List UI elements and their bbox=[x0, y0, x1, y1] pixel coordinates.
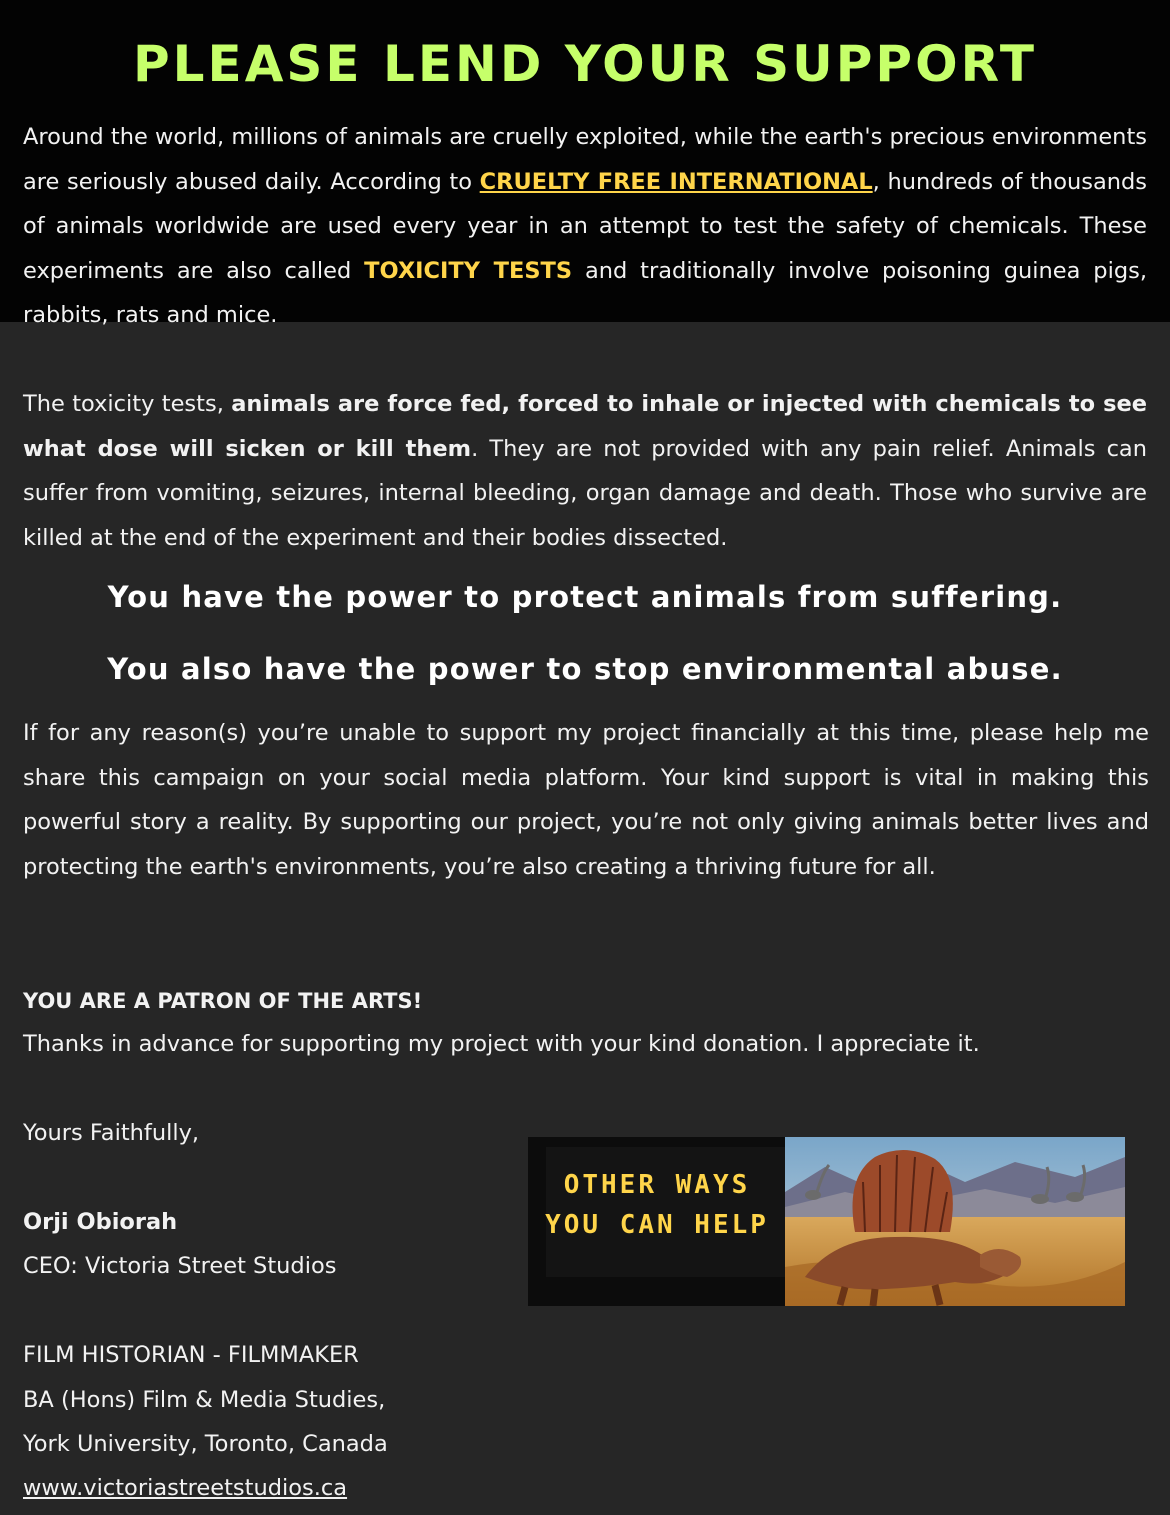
toxicity-tests-highlight: TOXICITY TESTS bbox=[364, 257, 573, 284]
intro-text-3: and traditionally involve poisoning guinea pigs, rabbits, rats and mice. bbox=[23, 257, 1147, 328]
toxicity-paragraph bbox=[23, 382, 1147, 560]
signer-profession: FILM HISTORIAN - FILMMAKER bbox=[23, 1342, 359, 1368]
page-title: PLEASE LEND YOUR SUPPORT bbox=[133, 35, 1037, 93]
slogan-protect-animals: You have the power to protect animals from suffering. bbox=[107, 580, 1063, 614]
slogan-stop-abuse: You also have the power to stop environmental abuse. bbox=[107, 652, 1063, 686]
signer-role: CEO: Victoria Street Studios bbox=[23, 1253, 337, 1279]
banner-line-2: YOU CAN HELP bbox=[545, 1210, 769, 1240]
appeal-paragraph: If for any reason(s) you’re unable to support my project financially at this time, please help me share this campaign on your social media platform. Your kind support is vital in making this powerful story a reality. By supporting our project, you’re not only giving animals better lives and protecting the earth's environments, you’re also creating a thriving future for all. bbox=[23, 720, 1149, 880]
signer-school: York University, Toronto, Canada bbox=[23, 1431, 388, 1457]
signer-website-line bbox=[23, 1472, 347, 1504]
signer-degree: BA (Hons) Film & Media Studies, bbox=[23, 1387, 386, 1413]
dinosaur-illustration bbox=[785, 1137, 1125, 1306]
banner-line-1: OTHER WAYS bbox=[563, 1170, 751, 1200]
thanks-text: Thanks in advance for supporting my project with your kind donation. I appreciate it. bbox=[23, 1031, 980, 1057]
intro-text-2: , hundreds of thousands of animals worldwide are used every year in an attempt to test the safety of chemicals. These experiments are also called bbox=[23, 168, 1147, 284]
cruelty-free-international-link[interactable]: CRUELTY FREE INTERNATIONAL bbox=[479, 168, 873, 195]
other-ways-banner[interactable] bbox=[528, 1137, 1125, 1306]
website-link[interactable]: www.victoriastreetstudios.ca bbox=[23, 1475, 348, 1501]
toxicity-bold-statement: animals are force fed, forced to inhale or injected with chemicals to see what dose will sicken or kill them bbox=[23, 391, 1147, 462]
patron-heading: YOU ARE A PATRON OF THE ARTS! bbox=[23, 989, 423, 1013]
closing: Yours Faithfully, bbox=[23, 1120, 200, 1146]
signer-name: Orji Obiorah bbox=[23, 1209, 178, 1235]
intro-paragraph bbox=[23, 115, 1147, 338]
toxicity-lead: The toxicity tests, bbox=[23, 391, 232, 417]
toxicity-rest: . They are not provided with any pain relief. Animals can suffer from vomiting, seizures, internal bleeding, organ damage and death. Those who survive are killed at the end of the experiment and their bodies dissected. bbox=[23, 435, 1147, 551]
intro-text-1: Around the world, millions of animals are cruelly exploited, while the earth's precious environments are seriously abused daily. According to bbox=[23, 124, 1147, 195]
banner-text bbox=[542, 1165, 772, 1245]
